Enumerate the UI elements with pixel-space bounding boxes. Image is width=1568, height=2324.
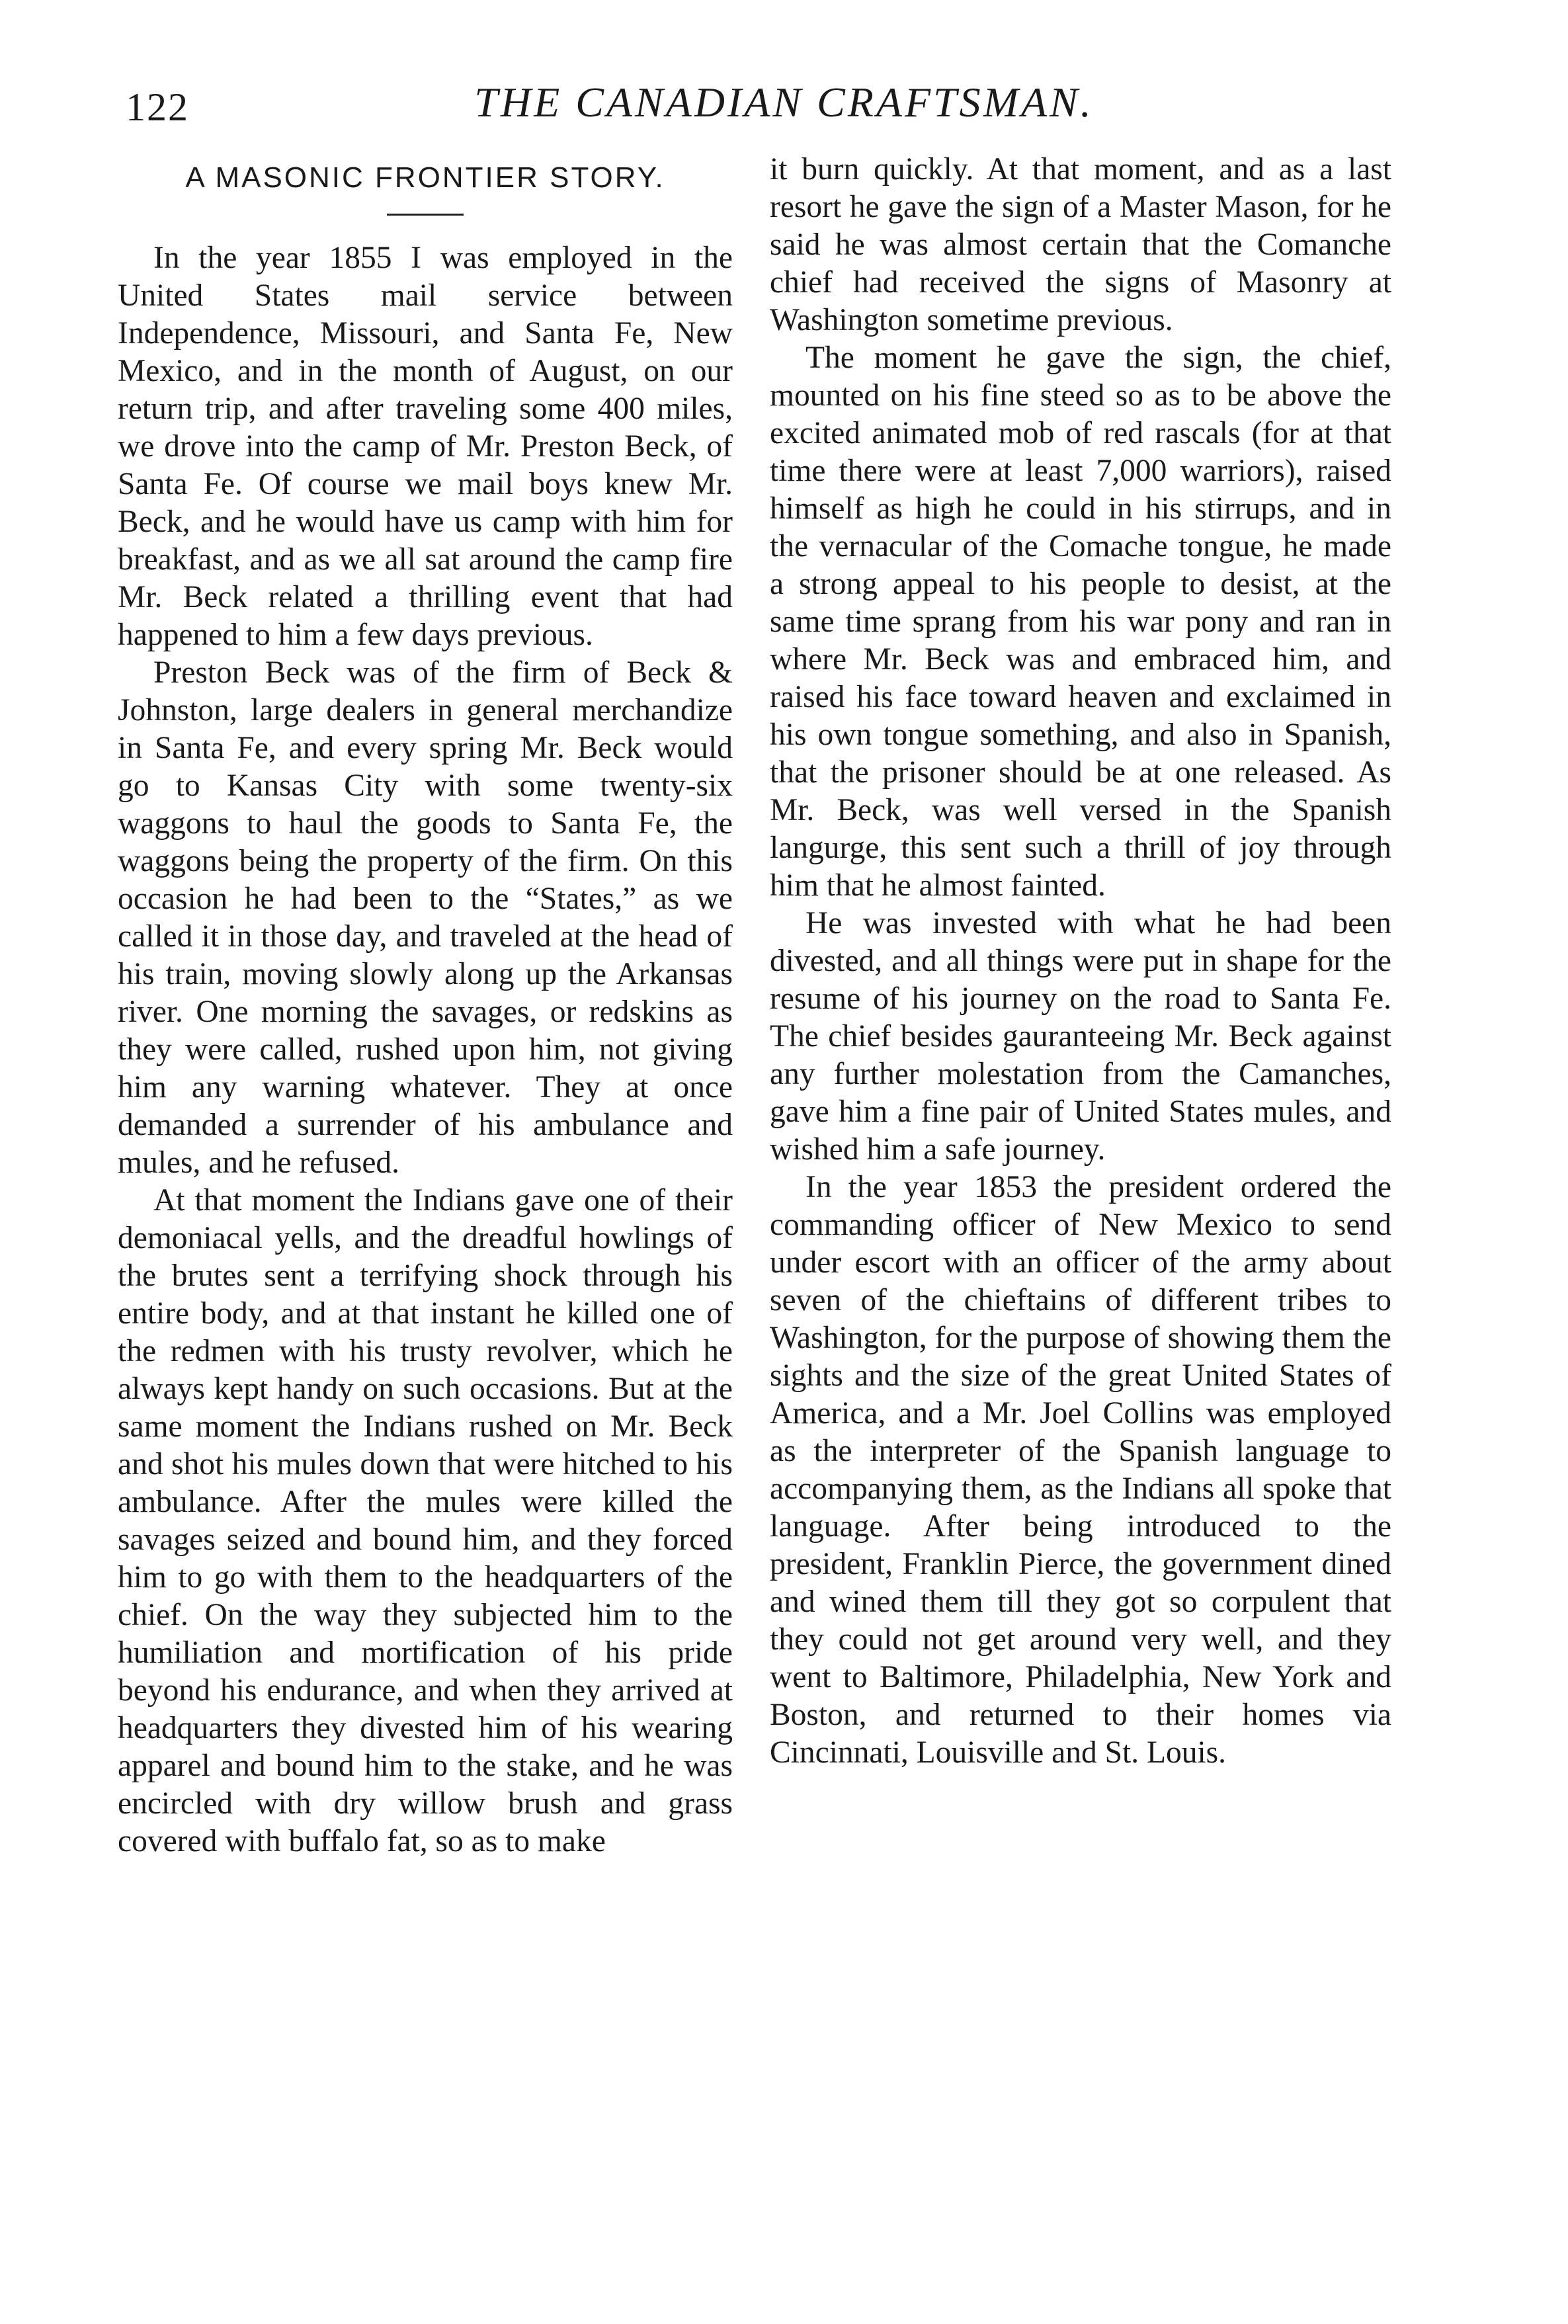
paragraph: He was invested with what he had been divested, and all things were put in shape for the resume of his journey on the road to Santa Fe. The chief besides gauranteeing Mr. Beck against any further molestation from the Camanches, gave him a fine pair of United States mules, and wished him a safe journey. <box>770 906 1391 1167</box>
right-column <box>770 151 1391 1772</box>
paragraph: Preston Beck was of the firm of Beck & Johnston, large dealers in general merchandize in Santa Fe, and every spring Mr. Beck would go to Kansas City with some twenty-six waggons to haul the goods to Santa Fe, the waggons being the property of the firm. On this occasion he had been to the “States,” as we called it in those day, and traveled at the head of his train, moving slowly along up the Arkansas river. One morning the savages, or redskins as they were called, rushed upon him, not giving him any warning whatever. They at once demanded a surrender of his ambulance and mules, and he refused. <box>118 655 733 1180</box>
running-title: THE CANADIAN CRAFTSMAN. <box>474 79 1094 126</box>
page-number: 122 <box>126 85 189 129</box>
title-divider <box>387 214 464 216</box>
left-column <box>118 151 733 1860</box>
paragraph: In the year 1853 the president ordered the commanding officer of New Mexico to send under escort with an officer of the army about seven of the chieftains of different tribes to Washington, for the purpose of showing them the sights and the size of the great United States of America, and a Mr. Joel Collins was employed as the interpreter of the Spanish language to accompanying them, as the Indians all spoke that language. After being introduced to the president, Franklin Pierce, the government dined and wined them till they got so corpulent that they could not get around very well, and they went to Baltimore, Philadelphia, New York and Boston, and returned to their homes via Cincinnati, Louisville and St. Louis. <box>770 1170 1391 1770</box>
paragraph: In the year 1855 I was employed in the United States mail service between Independence, Missouri, and Santa Fe, New Mexico, and in the month of August, on our return trip, and after traveling some 400 miles, we drove into the camp of Mr. Preston Beck, of Santa Fe. Of course we mail boys knew Mr. Beck, and he would have us camp with him for breakfast, and as we all sat around the camp fire Mr. Beck related a thrilling event that had happened to him a few days previous. <box>118 241 733 652</box>
paragraph-continued: it burn quickly. At that moment, and as a last resort he gave the sign of a Master Mason, for he said he was almost certain that the Comanche chief had received the signs of Masonry at Washington sometime previous. <box>770 152 1391 337</box>
paragraph: At that moment the Indians gave one of their demoniacal yells, and the dreadful howlings of the brutes sent a terrifying shock through his entire body, and at that instant he killed one of the redmen with his trusty revolver, which he always kept handy on such occasions. But at the same moment the Indians rushed on Mr. Beck and shot his mules down that were hitched to his ambulance. After the mules were killed the savages seized and bound him, and they forced him to go with them to the headquarters of the chief. On the way they subjected him to the humiliation and mortification of his pride beyond his endurance, and when they arrived at headquarters they divested him of his wearing apparel and bound him to the stake, and he was encircled with dry willow brush and grass covered with buffalo fat, so as to make <box>118 1183 733 1858</box>
article-title: A MASONIC FRONTIER STORY. <box>185 161 665 194</box>
paragraph: The moment he gave the sign, the chief, mounted on his fine steed so as to be above the excited animated mob of red rascals (for at that time there were at least 7,000 warriors), raised himself as high he could in his stirrups, and in the vernacular of the Comache tongue, he made a strong appeal to his people to desist, at the same time sprang from his war pony and ran in where Mr. Beck was and embraced him, and raised his face toward heaven and exclaimed in his own tongue something, and also in Spanish, that the prisoner should be at one released. As Mr. Beck, was well versed in the Spanish langurge, this sent such a thrill of joy through him that he almost fainted. <box>770 341 1391 903</box>
